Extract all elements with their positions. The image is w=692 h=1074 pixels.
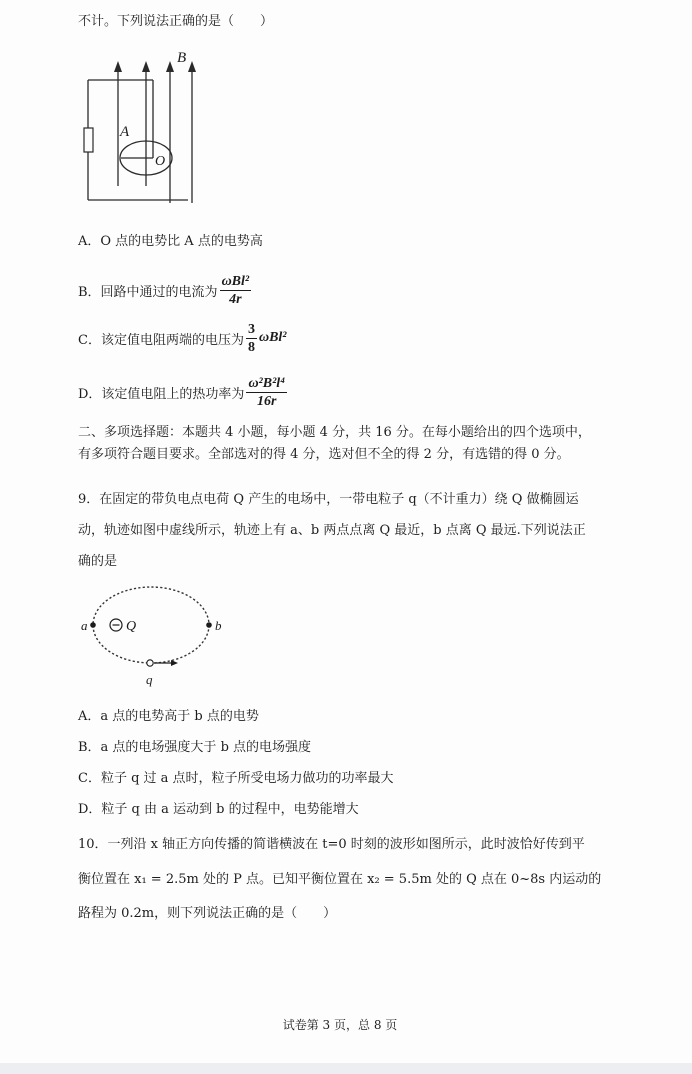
- q9-stem: 9．在固定的带负电点电荷 Q 产生的电场中，一带电粒子 q（不计重力）绕 Q 做椭圆运: [78, 492, 579, 507]
- q9-option-c: C．粒子 q 过 a 点时，粒子所受电场力做功的功率最大: [78, 771, 394, 786]
- arrowhead-icon: [171, 660, 178, 666]
- fraction-denominator: 8: [247, 339, 255, 355]
- q9-option-a: A．a 点的电势高于 b 点的电势: [78, 709, 259, 724]
- section-2-instructions: 有多项符合题目要求。全部选对的得 4 分，选对但不全的得 2 分，有选错的得 0 分。: [78, 447, 570, 462]
- option-text: C．该定值电阻两端的电压为: [78, 332, 244, 348]
- q9-stem: 确的是: [78, 554, 118, 569]
- fraction-denominator: 4r: [229, 291, 242, 307]
- arrowhead-icon: [188, 61, 196, 72]
- label-O: O: [155, 154, 166, 169]
- option-text: B．回路中通过的电流为: [78, 284, 218, 300]
- q10-stem: 路程为 0.2m，则下列说法正确的是（ ）: [78, 906, 337, 921]
- label-Q: Q: [126, 619, 137, 634]
- q9-option-b: B．a 点的电场强度大于 b 点的电场强度: [78, 740, 312, 755]
- label-A: A: [120, 124, 130, 140]
- q9-option-d: D．粒子 q 由 a 运动到 b 的过程中，电势能增大: [78, 802, 359, 817]
- fraction-numerator: 3: [247, 321, 255, 337]
- page-footer: 试卷第 3 页，总 8 页: [282, 1018, 398, 1032]
- fraction: [246, 375, 287, 410]
- q8-option-b: [78, 270, 253, 310]
- fraction: [246, 321, 257, 356]
- fraction-numerator: ωBl²: [221, 273, 250, 289]
- q8-option-c: [78, 318, 287, 358]
- fraction-denominator: 16r: [257, 393, 277, 409]
- q8-option-a: A．O 点的电势比 A 点的电势高: [78, 234, 263, 249]
- label-b: b: [215, 618, 222, 633]
- label-q: q: [146, 672, 153, 687]
- bottom-scroll-band: [0, 1063, 692, 1074]
- fraction-numerator: ω²B²l⁴: [248, 375, 286, 391]
- elliptical-orbit-diagram: [78, 580, 233, 695]
- circuit-diagram: [80, 40, 210, 210]
- q9-stem: 动，轨迹如图中虚线所示，轨迹上有 a、b 两点点离 Q 最近，b 点离 Q 最远.下列说法正: [78, 523, 586, 538]
- q10-stem: 10．一列沿 x 轴正方向传播的简谐横波在 t=0 时刻的波形如图所示，此时波恰好传到平: [78, 837, 585, 852]
- arrowhead-icon: [114, 61, 122, 72]
- question-8-stem-tail: 不计。下列说法正确的是（ ）: [78, 14, 274, 29]
- section-2-instructions: 二、多项选择题：本题共 4 小题，每小题 4 分，共 16 分。在每小题给出的四个选项中，: [78, 425, 591, 440]
- resistor: [84, 128, 93, 152]
- formula-suffix: ωBl²: [258, 330, 287, 345]
- fraction: [220, 273, 252, 308]
- negative-charge-icon: [110, 619, 122, 631]
- label-a: a: [81, 618, 88, 633]
- point-a-dot: [90, 622, 96, 628]
- point-b-dot: [206, 622, 212, 628]
- particle-q: [147, 660, 153, 666]
- option-text: D．该定值电阻上的热功率为: [78, 386, 245, 402]
- q10-stem: 衡位置在 x₁ = 2.5m 处的 P 点。已知平衡位置在 x₂ = 5.5m 处的 Q 点在 0~8s 内运动的: [78, 872, 602, 887]
- arrowhead-icon: [142, 61, 150, 72]
- label-B: B: [177, 50, 187, 66]
- arrowhead-icon: [166, 61, 174, 72]
- q8-option-d: [78, 372, 289, 412]
